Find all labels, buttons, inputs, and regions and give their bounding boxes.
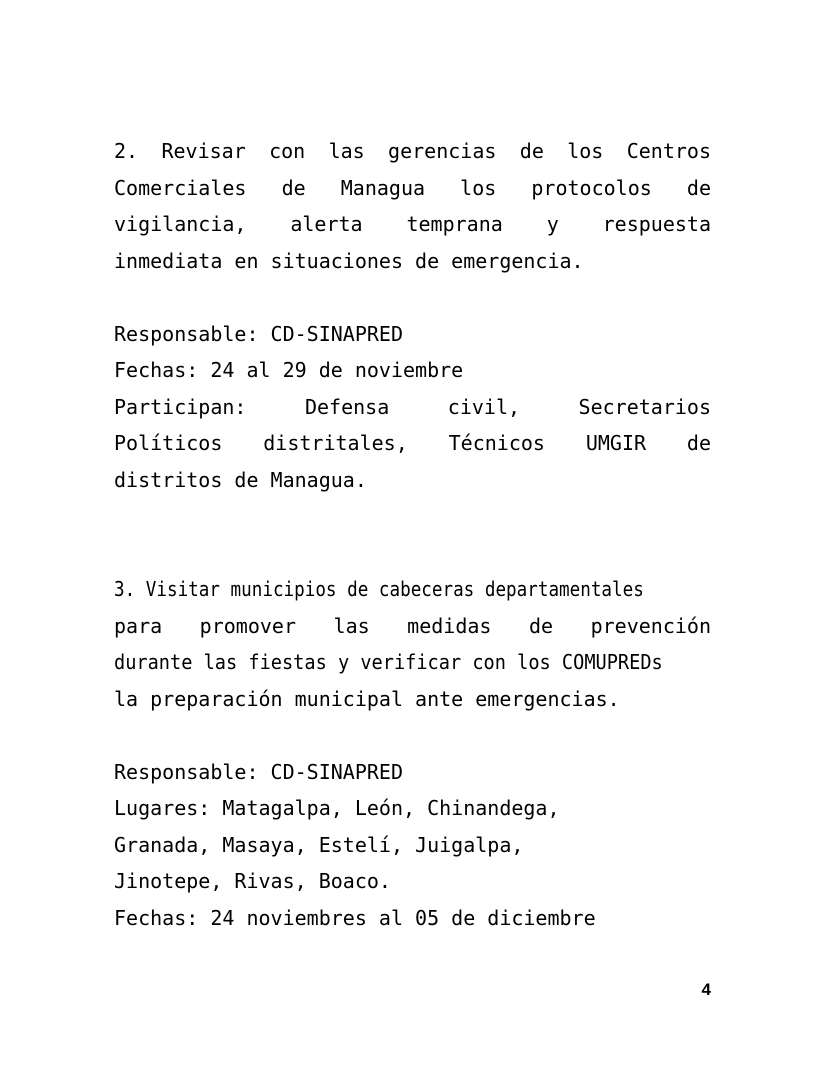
item-2-body-line-3: vigilancia, alerta temprana y respuesta: [114, 212, 711, 236]
item-2-body-line-1: 2. Revisar con las gerencias de los Centros: [114, 139, 711, 163]
item-2-participan: [114, 389, 711, 499]
page-content: [114, 133, 711, 936]
item-3-lugares-line-2: Granada, Masaya, Estelí, Juigalpa,: [114, 832, 524, 857]
item-2-participan-line-1: Participan: Defensa civil, Secretarios: [114, 394, 711, 419]
spacer: [114, 717, 711, 754]
item-3-fechas: Fechas: 24 noviembres al 05 de diciembre: [114, 905, 596, 930]
spacer: [114, 279, 711, 316]
item-3-body-line-2: para promover las medidas de prevención: [114, 613, 711, 638]
item-2-body-line-4: inmediata en situaciones de emergencia.: [114, 248, 584, 273]
item-3-body-line-4: la preparación municipal ante emergencias.: [114, 686, 620, 711]
item-3-lugares-line-1: Lugares: Matagalpa, León, Chinandega,: [114, 796, 560, 820]
item-3-lugares: [114, 790, 711, 900]
item-3-responsable: Responsable: CD-SINAPRED: [114, 759, 403, 784]
item-2-responsable: Responsable: CD-SINAPRED: [114, 321, 403, 346]
item-2-participan-line-2: Políticos distritales, Técnicos UMGIR de: [114, 431, 711, 455]
item-2-body: [114, 133, 711, 279]
spacer: [114, 498, 711, 571]
item-2-body-line-2: Comerciales de Managua los protocolos de: [114, 175, 711, 200]
item-2-fechas: Fechas: 24 al 29 de noviembre: [114, 358, 464, 382]
item-3-body-line-1: 3. Visitar municipios de cabeceras departamentales: [114, 577, 644, 601]
item-3-lugares-line-3: Jinotepe, Rivas, Boaco.: [114, 869, 391, 893]
item-3-body: [114, 571, 711, 717]
item-2-participan-line-3: distritos de Managua.: [114, 467, 367, 492]
page-number: 4: [701, 980, 711, 999]
item-3-body-line-3: durante las fiestas y verificar con los COMUPREDs: [114, 650, 663, 674]
